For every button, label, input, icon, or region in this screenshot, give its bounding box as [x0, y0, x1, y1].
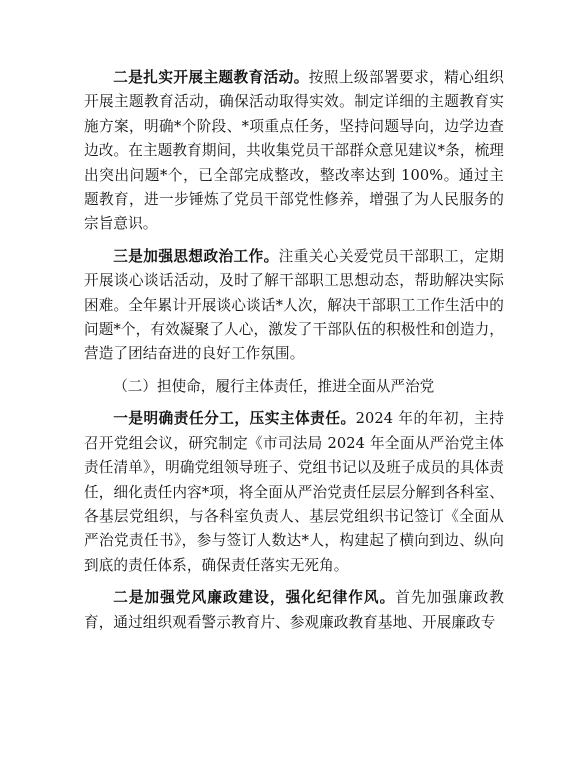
paragraph-lead: 一是明确责任分工，压实主体责任。: [113, 410, 356, 428]
paragraph-ideological-work: [84, 245, 504, 367]
paragraph-text: 注重关心关爱党员干部职工，定期开展谈心谈话活动，及时了解干部职工思想动态，帮助解决实际困难。全年累计开展谈心谈话*人次，解决干部职工工作生活中的问题*个，有效凝聚了人心，激发了干部队伍的积极性和创造力，营造了团结奋进的良好工作氛围。: [84, 247, 504, 363]
paragraph-text: 2024 年的年初，主持召开党组会议，研究制定《市司法局 2024 年全面从严治党主体责任清单》，明确党组领导班子、党组书记以及班子成员的具体责任，细化责任内容*项，将全面从严治党责任层层分解到各科室、各基层党组织，与各科室负责人、基层党组织书记签订《全面从严治党责任书》，参与签订人数达*人，构建起了横向到边、纵向到底的责任体系，确保责任落实无死角。: [84, 410, 504, 574]
paragraph-text: 首先加强廉政教育，通过组织观看警示教育片、参观廉政教育基地、开展廉政专: [84, 589, 505, 631]
paragraph-lead: 三是加强思想政治工作。: [113, 247, 279, 265]
section-heading: （二）担使命，履行主体责任，推进全面从严治党: [113, 377, 435, 395]
paragraph-theme-education: [84, 66, 504, 237]
paragraph-lead: 二是扎实开展主题教育活动。: [113, 69, 309, 86]
paragraph-clean-governance: [84, 586, 504, 635]
paragraph-responsibility: [84, 407, 504, 578]
document-body: [84, 66, 504, 643]
paragraph-lead: 二是加强党风廉政建设，强化纪律作风。: [113, 589, 396, 607]
paragraph-text: 按照上级部署要求，精心组织开展主题教育活动，确保活动取得实效。制定详细的主题教育实施方案，明确*个阶段、*项重点任务，坚持问题导向，边学边查边改。在主题教育期间，共收集党员干部群众意见建议*条，梳理出突出问题*个，已全部完成整改，整改率达到 100%。通过主题教育，进一步锤炼了党员干部党性修养，增强了为人民服务的宗旨意识。: [84, 69, 504, 233]
